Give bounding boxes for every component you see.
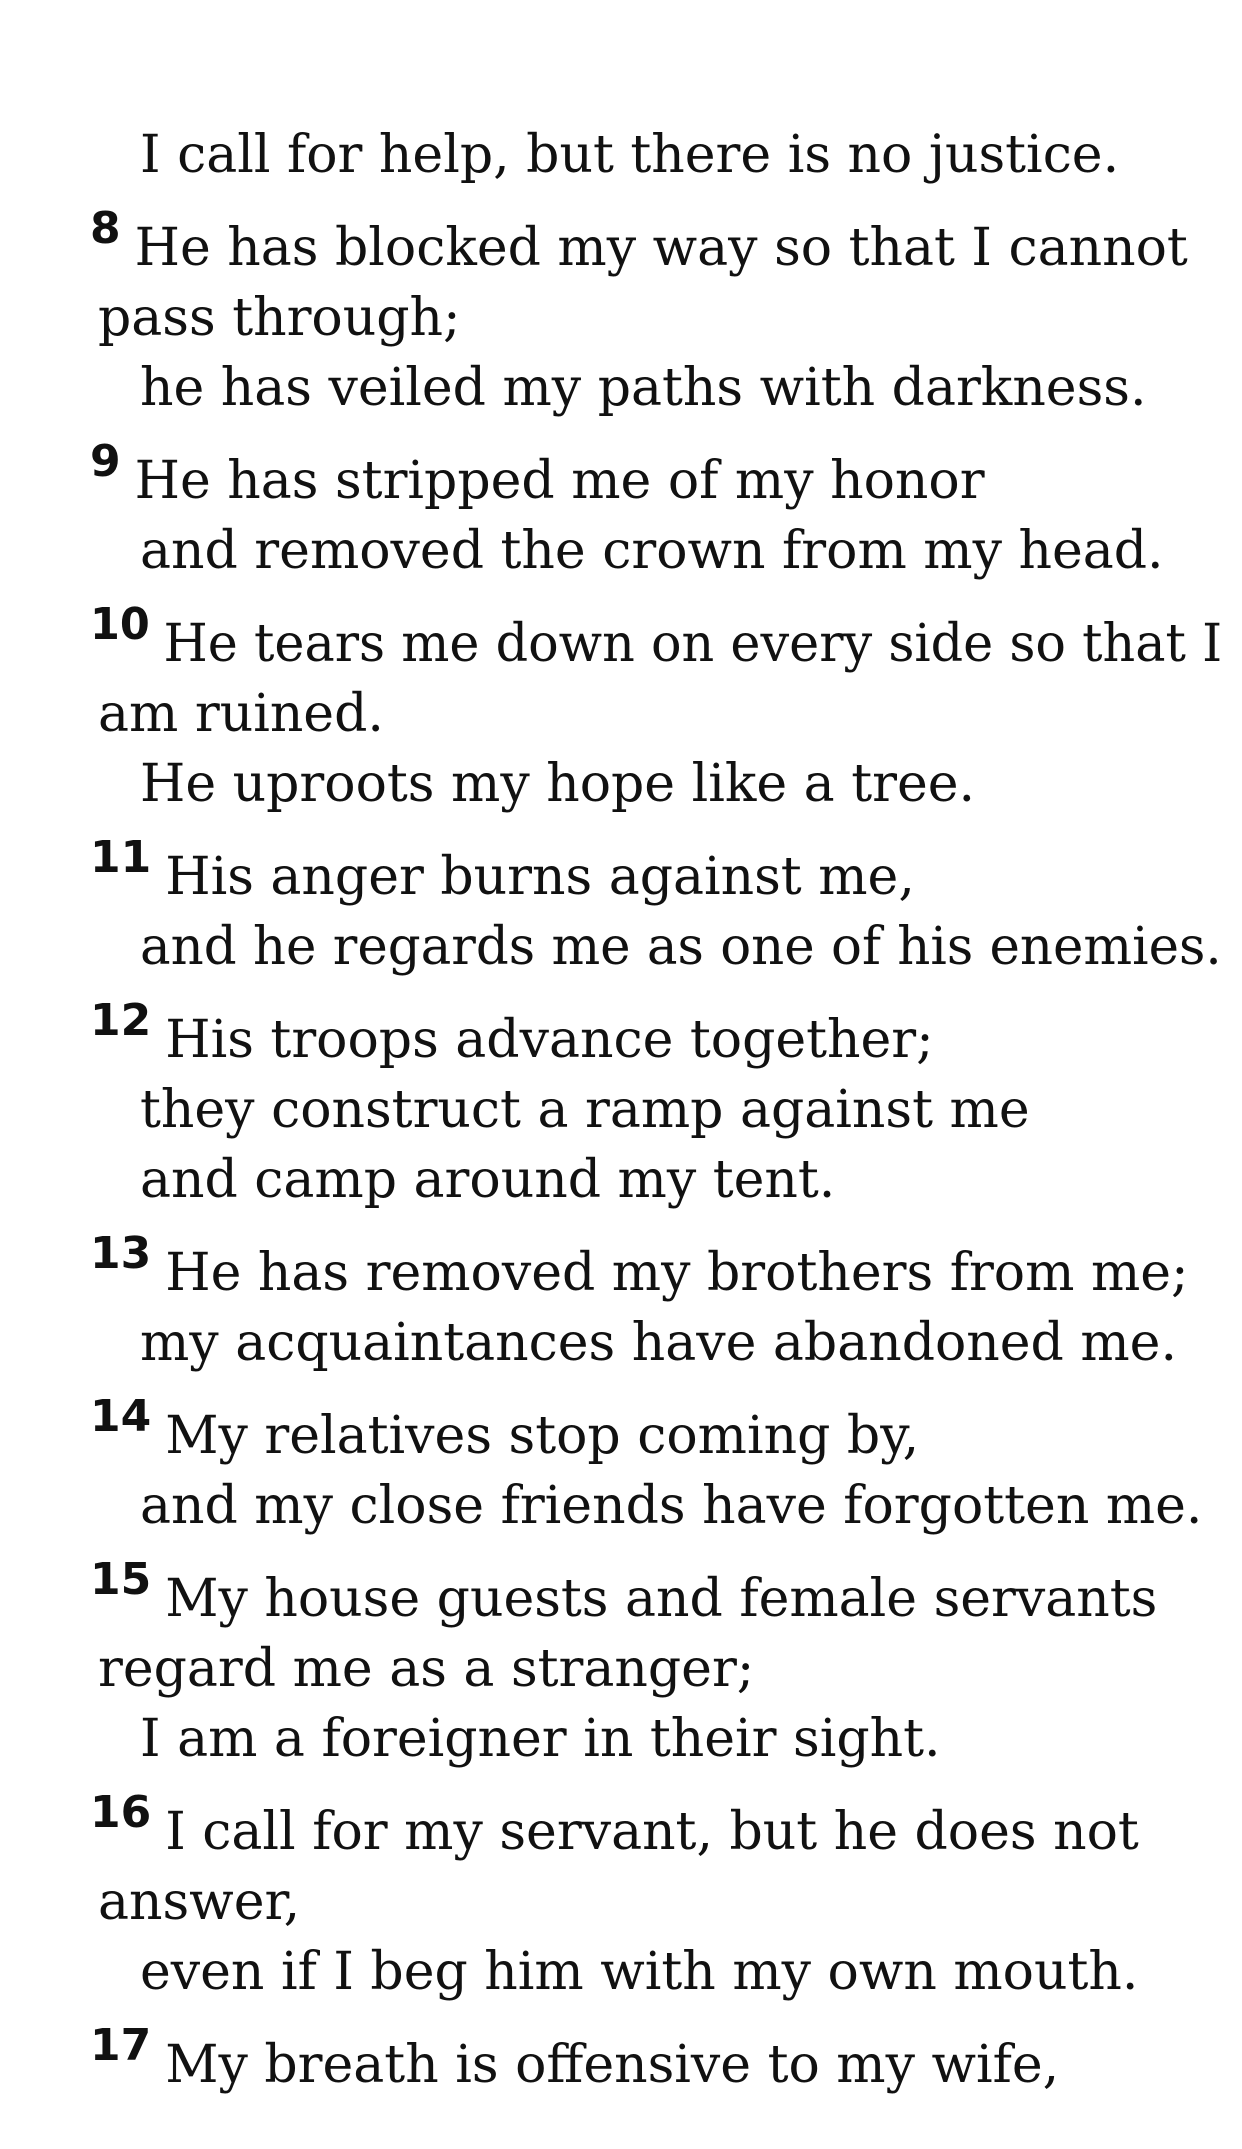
line-text: answer, [98, 1872, 301, 1932]
line-text: I call for help, but there is no justice. [140, 125, 1120, 185]
line-text: He has blocked my way so that I cannot [134, 218, 1188, 278]
verse-number: 17 [90, 2020, 152, 2071]
verse-number: 10 [90, 599, 150, 650]
verse-line [90, 203, 1188, 281]
line-text: My relatives stop coming by, [165, 1406, 920, 1466]
line-text: My house guests and female servants [165, 1569, 1158, 1629]
verse-line [90, 1228, 1189, 1306]
verse-line [90, 436, 985, 514]
verse-line [90, 832, 915, 910]
line-text: He tears me down on every side so that I [163, 614, 1223, 674]
line-text: He uproots my hope like a tree. [140, 754, 976, 814]
poetry-line [140, 1709, 941, 1769]
verse-number: 15 [90, 1554, 152, 1605]
poetry-line [140, 917, 1222, 977]
verse-number: 8 [90, 203, 121, 254]
verse-number: 16 [90, 1787, 152, 1838]
continuation-line [98, 288, 461, 348]
verse-number: 11 [90, 832, 152, 883]
line-text: my acquaintances have abandoned me. [140, 1313, 1177, 1373]
line-text: he has veiled my paths with darkness. [140, 358, 1147, 418]
line-text: they construct a ramp against me [140, 1080, 1030, 1140]
line-text: His troops advance together; [165, 1010, 934, 1070]
verse-line [90, 1787, 1139, 1865]
line-text: even if I beg him with my own mouth. [140, 1942, 1139, 2002]
continuation-line [98, 1639, 754, 1699]
poetry-line [140, 1080, 1030, 1140]
verse-line [90, 995, 934, 1073]
line-text: He has removed my brothers from me; [165, 1243, 1189, 1303]
line-text: and removed the crown from my head. [140, 521, 1164, 581]
poetry-line [140, 1313, 1177, 1373]
verse-line [90, 1391, 920, 1469]
poetry-line [140, 358, 1146, 418]
line-text: His anger burns against me, [165, 847, 915, 907]
poetry-line [140, 125, 1119, 185]
verse-number: 9 [90, 436, 121, 487]
line-text: and he regards me as one of his enemies. [140, 917, 1222, 977]
line-text: pass through; [98, 288, 461, 348]
line-text: I am a foreigner in their sight. [140, 1709, 941, 1769]
poetry-line [140, 521, 1164, 581]
poetry-line [140, 1942, 1138, 2002]
verse-number: 14 [90, 1391, 152, 1442]
verse-line [90, 1554, 1158, 1632]
continuation-line [98, 1872, 300, 1932]
line-text: My breath is offensive to my wife, [165, 2035, 1060, 2095]
verse-number: 13 [90, 1228, 152, 1279]
verse-number: 12 [90, 995, 152, 1046]
poetry-line [140, 754, 975, 814]
line-text: am ruined. [98, 684, 384, 744]
line-text: He has stripped me of my honor [134, 451, 985, 511]
poetry-line [140, 1476, 1202, 1536]
verse-line [90, 2020, 1060, 2098]
continuation-line [98, 684, 384, 744]
line-text: regard me as a stranger; [98, 1639, 755, 1699]
line-text: and my close friends have forgotten me. [140, 1476, 1203, 1536]
verse-line [90, 599, 1223, 677]
line-text: and camp around my tent. [140, 1150, 836, 1210]
poetry-line [140, 1150, 835, 1210]
line-text: I call for my servant, but he does not [165, 1802, 1139, 1862]
